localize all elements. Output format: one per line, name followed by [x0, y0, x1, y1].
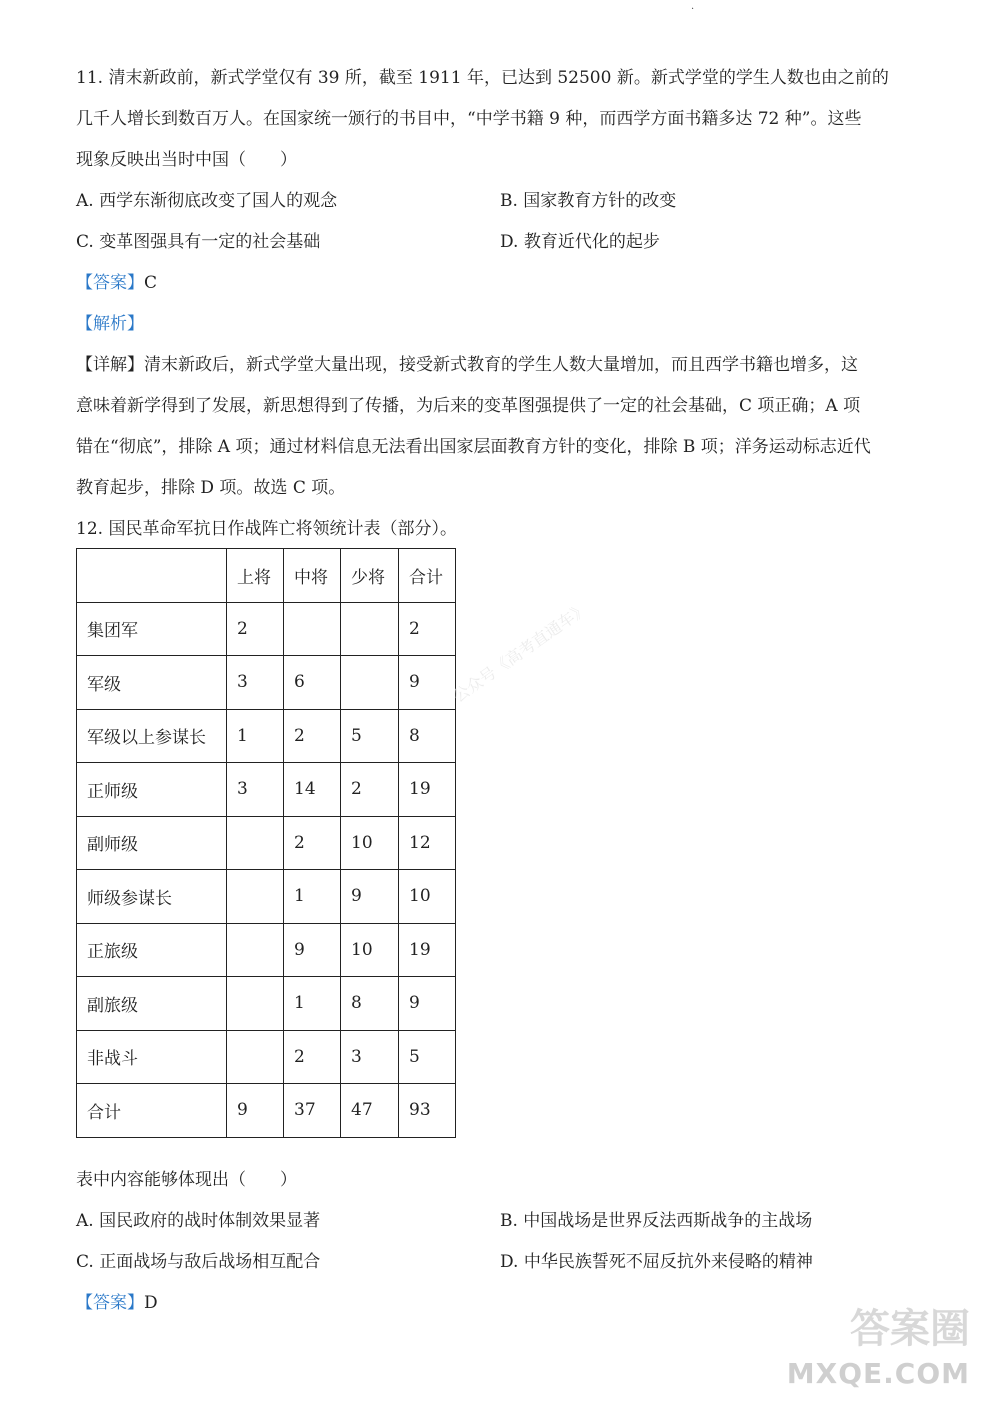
table-cell — [227, 977, 284, 1031]
table-cell: 9 — [341, 870, 399, 924]
table-row — [77, 763, 456, 817]
q11-stem-line1: 11. 清末新政前，新式学堂仅有 39 所，截至 1911 年，已达到 52500 新。新式学堂的学生人数也由之前的 — [76, 68, 889, 88]
table-cell: 正师级 — [77, 763, 227, 817]
table-row — [77, 923, 456, 977]
table-cell: 3 — [341, 1030, 399, 1084]
table-cell: 2 — [284, 816, 341, 870]
table-row — [77, 656, 456, 710]
watermark-logo-text: 答案圈 — [850, 1306, 970, 1352]
q11-answer-tag: 【答案】 — [76, 273, 144, 293]
faint-watermark-stamp: 公众号《高考直通车》 — [449, 598, 592, 706]
table-cell — [227, 870, 284, 924]
q12-question: 表中内容能够体现出（ ） — [76, 1170, 297, 1190]
table-cell: 8 — [341, 977, 399, 1031]
q12-option-b: B. 中国战场是世界反法西斯战争的主战场 — [500, 1211, 813, 1231]
table-cell: 副旅级 — [77, 977, 227, 1031]
q12-answer — [76, 1291, 158, 1315]
table-row — [77, 977, 456, 1031]
q12-option-c: C. 正面战场与敌后战场相互配合 — [76, 1252, 321, 1272]
table-cell: 2 — [341, 763, 399, 817]
q11-analysis-tag: 【解析】 — [76, 314, 144, 334]
table-cell: 合计 — [77, 1084, 227, 1138]
table-row — [77, 1084, 456, 1138]
table-row — [77, 602, 456, 656]
q12-answer-tag: 【答案】 — [76, 1293, 144, 1313]
table-cell — [341, 656, 399, 710]
table-cell: 10 — [399, 870, 456, 924]
table-cell — [227, 816, 284, 870]
table-cell: 正旅级 — [77, 923, 227, 977]
table-cell: 2 — [284, 709, 341, 763]
q11-detail-tag: 【详解】 — [76, 355, 144, 375]
page-speck: · — [691, 4, 695, 15]
q11-detail-line2: 意味着新学得到了发展，新思想得到了传播，为后来的变革图强提供了一定的社会基础，C 项正确；A 项 — [76, 396, 861, 416]
table-cell: 2 — [284, 1030, 341, 1084]
table-cell: 师级参谋长 — [77, 870, 227, 924]
table-cell: 12 — [399, 816, 456, 870]
q12-option-a: A. 国民政府的战时体制效果显著 — [76, 1211, 321, 1231]
table-cell: 军级 — [77, 656, 227, 710]
q12-answer-value: D — [144, 1293, 158, 1313]
table-cell: 47 — [341, 1084, 399, 1138]
table-cell: 9 — [284, 923, 341, 977]
q11-detail-line1 — [76, 353, 858, 377]
table-cell: 副师级 — [77, 816, 227, 870]
table-cell: 10 — [341, 923, 399, 977]
watermark-url-text: MXQE.COM — [786, 1357, 970, 1390]
table-header-cell — [77, 549, 227, 603]
table-cell: 非战斗 — [77, 1030, 227, 1084]
table-cell: 19 — [399, 923, 456, 977]
q11-detail-line4: 教育起步，排除 D 项。故选 C 项。 — [76, 478, 346, 498]
q11-option-b: B. 国家教育方针的改变 — [500, 191, 677, 211]
table-cell: 1 — [284, 870, 341, 924]
table-cell: 2 — [399, 602, 456, 656]
table-row — [77, 816, 456, 870]
table-cell — [341, 602, 399, 656]
q11-option-c: C. 变革图强具有一定的社会基础 — [76, 232, 321, 252]
q11-option-d: D. 教育近代化的起步 — [500, 232, 660, 252]
q11-detail-line3: 错在“彻底”，排除 A 项；通过材料信息无法看出国家层面教育方针的变化，排除 B 项；洋务运动标志近代 — [76, 437, 871, 457]
table-cell: 14 — [284, 763, 341, 817]
table-cell: 93 — [399, 1084, 456, 1138]
q11-answer-value: C — [144, 273, 158, 293]
table-header-cell: 上将 — [227, 549, 284, 603]
table-cell: 19 — [399, 763, 456, 817]
table-cell: 3 — [227, 763, 284, 817]
table-header-cell: 少将 — [341, 549, 399, 603]
table-cell: 10 — [341, 816, 399, 870]
table-cell: 2 — [227, 602, 284, 656]
q12-stem: 12. 国民革命军抗日作战阵亡将领统计表（部分）。 — [76, 519, 457, 539]
q11-option-a: A. 西学东渐彻底改变了国人的观念 — [76, 191, 338, 211]
table-header-row — [77, 549, 456, 603]
table-cell: 9 — [399, 656, 456, 710]
q11-stem-line3: 现象反映出当时中国（ ） — [76, 150, 297, 170]
table-header-cell: 合计 — [399, 549, 456, 603]
table-header-cell: 中将 — [284, 549, 341, 603]
table-cell: 5 — [399, 1030, 456, 1084]
table-cell: 1 — [284, 977, 341, 1031]
casualty-table — [76, 548, 456, 1138]
table-cell: 1 — [227, 709, 284, 763]
table-cell: 9 — [227, 1084, 284, 1138]
table-cell: 5 — [341, 709, 399, 763]
table-cell: 9 — [399, 977, 456, 1031]
table-row — [77, 870, 456, 924]
table-row — [77, 1030, 456, 1084]
table-cell — [227, 1030, 284, 1084]
table-cell: 集团军 — [77, 602, 227, 656]
table-cell: 军级以上参谋长 — [77, 709, 227, 763]
table-cell: 37 — [284, 1084, 341, 1138]
q11-detail-text1: 清末新政后，新式学堂大量出现，接受新式教育的学生人数大量增加，而且西学书籍也增多，这 — [144, 355, 858, 375]
table-cell: 8 — [399, 709, 456, 763]
q11-answer — [76, 271, 157, 295]
table-row — [77, 709, 456, 763]
table-cell: 6 — [284, 656, 341, 710]
table-cell: 3 — [227, 656, 284, 710]
q11-stem-line2: 几千人增长到数百万人。在国家统一颁行的书目中，“中学书籍 9 种，而西学方面书籍多达 72 种”。这些 — [76, 109, 862, 129]
table-cell — [227, 923, 284, 977]
table-cell — [284, 602, 341, 656]
q12-option-d: D. 中华民族誓死不屈反抗外来侵略的精神 — [500, 1252, 813, 1272]
